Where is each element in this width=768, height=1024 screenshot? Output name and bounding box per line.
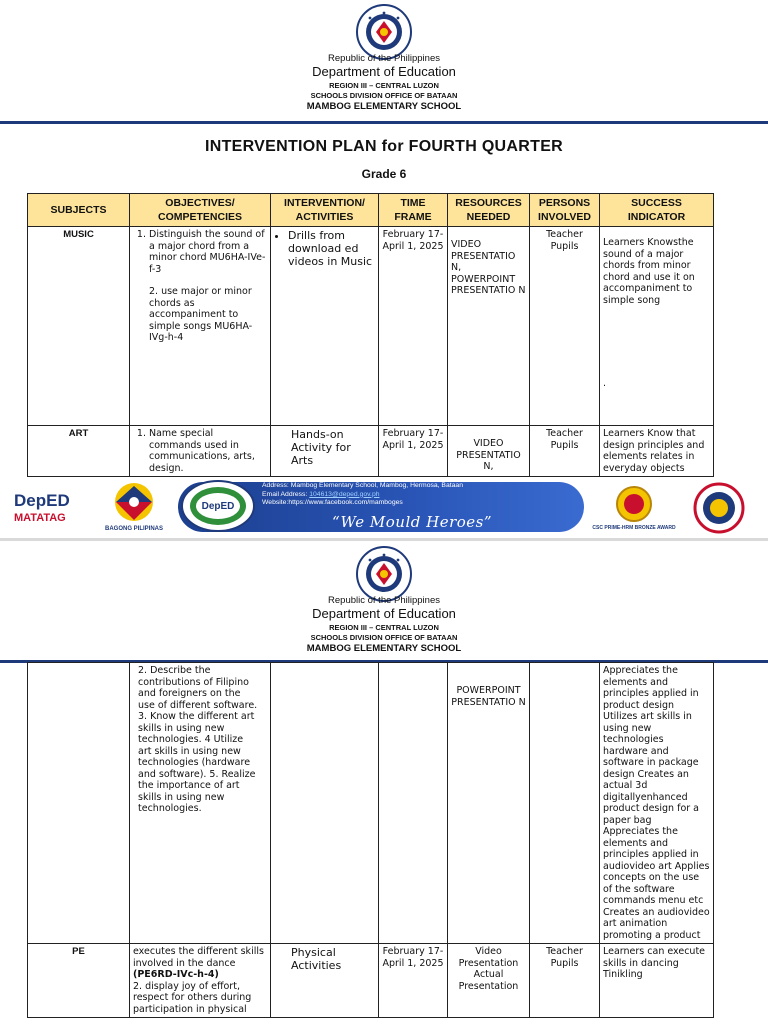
- header-intervention: INTERVENTION/ ACTIVITIES: [271, 194, 379, 227]
- persons-art: Teacher Pupils: [530, 426, 600, 477]
- objective-item: 2. display joy of effort, respect for others during participation in physical: [133, 980, 252, 1015]
- time-empty: [379, 663, 448, 944]
- republic-line: Republic of the Philippines: [328, 53, 440, 64]
- objective-item: 1. Distinguish the sound of a major chord from a minor chord MU6HA-IVe-f-3: [149, 229, 267, 275]
- svg-text:DepED: DepED: [14, 491, 70, 510]
- region-line: REGION III – CENTRAL LUZON: [329, 623, 439, 632]
- email-link[interactable]: 104613@deped.gov.ph: [309, 490, 380, 498]
- email-label: Email Address:: [262, 490, 310, 498]
- objective-item: 2. use major or minor chords as accompaniment to simple songs MU6HA-IVg-h-4: [149, 286, 253, 343]
- region-line: REGION III – CENTRAL LUZON: [329, 81, 439, 90]
- persons-pe: Teacher Pupils: [530, 944, 600, 1018]
- resources-art-continued: POWERPOINT PRESENTATIO N: [448, 663, 530, 944]
- intervention-table: [27, 193, 714, 477]
- svg-text:DepED: DepED: [201, 501, 235, 512]
- intervention-empty: [271, 663, 379, 944]
- intervention-music: [271, 227, 379, 426]
- time-pe: February 17- April 1, 2025: [379, 944, 448, 1018]
- letterhead: [0, 53, 768, 112]
- page-two: [0, 541, 768, 1024]
- success-art: Learners Know that design principles and elements relates in everyday objects: [600, 426, 714, 477]
- email-line: [262, 491, 463, 500]
- document-title: INTERVENTION PLAN for FOURTH QUARTER: [204, 138, 564, 155]
- success-pe: Learners can execute skills in dancing Tinikling: [600, 944, 714, 1018]
- table-header-row: [28, 194, 714, 227]
- department-line: Department of Education: [312, 606, 456, 621]
- department-line: Department of Education: [312, 64, 456, 79]
- header-time-frame: TIME FRAME: [379, 194, 448, 227]
- grade-label: Grade 6: [361, 167, 407, 181]
- objectives-art: [130, 426, 271, 477]
- bagong-pilipinas-logo: [96, 480, 172, 532]
- resources-music: VIDEO PRESENTATIO N, POWERPOINT PRESENTATIO N: [448, 227, 530, 426]
- intervention-art: Hands-on Activity for Arts: [271, 426, 379, 477]
- table-row-art: [28, 426, 714, 477]
- svg-text:MATATAG: MATATAG: [14, 512, 66, 524]
- success-text: Learners Knowsthe sound of a major chords from minor chord and use it on accompaniment to simple song: [603, 237, 695, 306]
- success-music: [600, 227, 714, 426]
- time-art: February 17- April 1, 2025: [379, 426, 448, 477]
- persons-empty: [530, 663, 600, 944]
- header-objectives: OBJECTIVES/ COMPETENCIES: [130, 194, 271, 227]
- subject-pe: PE: [28, 944, 130, 1018]
- objectives-art-continued: 2. Describe the contributions of Filipino and foreigners on the use of different software. 3. Know the different art skills in using new technologies. 4 Utilize art skills in using new technologies (hardware and software). 5. Realize the importance of art skills in using new technologies.: [130, 663, 271, 944]
- header-persons: PERSONS INVOLVED: [530, 194, 600, 227]
- time-music: February 17- April 1, 2025: [379, 227, 448, 426]
- sikap-award-logo: [682, 482, 756, 534]
- address-text: Address: Mambog Elementary School, Mambog, Hermosa, Bataan: [262, 482, 463, 489]
- resources-art: VIDEO PRESENTATIO N,: [448, 426, 530, 477]
- success-dot: .: [603, 378, 607, 389]
- resources-pe: Video Presentation Actual Presentation: [448, 944, 530, 1018]
- division-line: SCHOOLS DIVISION OFFICE OF BATAAN: [310, 633, 458, 642]
- school-name: MAMBOG: [306, 643, 352, 654]
- header-rule: [0, 121, 768, 124]
- intervention-table-continued: [27, 662, 714, 1018]
- subject-empty: [28, 663, 130, 944]
- deped-seal-icon: [356, 4, 412, 60]
- table-row-music: [28, 227, 714, 426]
- header-resources: RESOURCES NEEDED: [448, 194, 530, 227]
- intervention-pe: Physical Activities: [271, 944, 379, 1018]
- table-row-pe: [28, 944, 714, 1018]
- website-text[interactable]: Website:https://www.facebook.com/mamboges: [262, 499, 403, 507]
- header-success: SUCCESS INDICATOR: [600, 194, 714, 227]
- csc-award-logo: [592, 484, 676, 532]
- letterhead: [0, 595, 768, 654]
- school-name: MAMBOG: [306, 101, 352, 112]
- intervention-item: • Drills from download ed videos in Music: [288, 229, 375, 268]
- school-line: [0, 101, 768, 112]
- table-row-art-continued: [28, 663, 714, 944]
- school-logo-icon: [180, 480, 256, 532]
- deped-matatag-logo: [12, 488, 92, 528]
- republic-line: Republic of the Philippines: [328, 595, 440, 606]
- svg-text:BAGONG PILIPINAS: BAGONG PILIPINAS: [104, 526, 164, 532]
- objective-item: 1. Name special commands used in communications, arts, design.: [149, 428, 267, 474]
- footer-banner: [0, 474, 768, 538]
- contact-block: [262, 482, 463, 508]
- school-suffix: ELEMENTARY SCHOOL: [351, 643, 462, 654]
- svg-text:CSC PRIME-HRM BRONZE AWARD: CSC PRIME-HRM BRONZE AWARD: [592, 525, 676, 531]
- subject-art: ART: [28, 426, 130, 477]
- objective-text: executes the different skills involved in the dance: [133, 946, 264, 969]
- motto-text: “We Mould Heroes”: [331, 513, 493, 531]
- objectives-music: [130, 227, 271, 426]
- division-line: SCHOOLS DIVISION OFFICE OF BATAAN: [310, 91, 458, 100]
- deped-seal-icon: [356, 546, 412, 602]
- objective-code: (PE6RD-IVc-h-4): [133, 969, 219, 980]
- persons-music: Teacher Pupils: [530, 227, 600, 426]
- objectives-pe: [130, 944, 271, 1018]
- subject-music: MUSIC: [28, 227, 130, 426]
- header-subjects: SUBJECTS: [28, 194, 130, 227]
- success-art-continued: Appreciates the elements and principles applied in product design Utilizes art skills in using new technologies hardware and software in package design Creates an actual 3d digitallyenhanced product design for a paper bag Appreciates the elements and principles applied in audiovideo art Applies concepts on the use of the software commands menu etc Creates an audiovideo art animation promoting a product: [600, 663, 714, 944]
- school-line: [0, 643, 768, 654]
- school-suffix: ELEMENTARY SCHOOL: [351, 101, 462, 112]
